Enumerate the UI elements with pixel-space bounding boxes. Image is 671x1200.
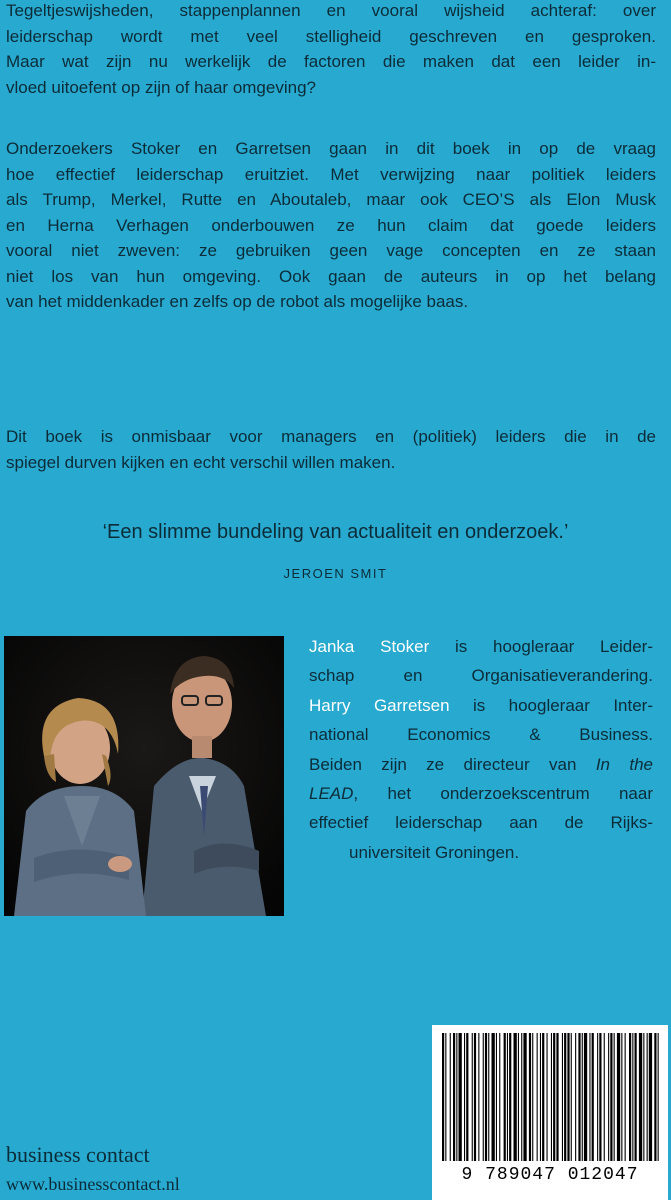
barcode-bar (456, 1033, 457, 1161)
barcode-bar (529, 1033, 531, 1161)
barcode-bar (466, 1033, 468, 1161)
barcode-bar (654, 1033, 656, 1161)
barcode-bar (647, 1033, 648, 1161)
publisher-logo: business contact (6, 1142, 150, 1167)
barcode-bar (532, 1033, 533, 1161)
body-paragraph (6, 136, 656, 315)
body-line: Onderzoekers Stoker en Garretsen gaan in dit boek in op de vraag (6, 139, 656, 158)
barcode-bar (492, 1033, 495, 1161)
body-line: hoe effectief leiderschap eruitziet. Met verwijzing naar politiek leiders (6, 164, 656, 184)
bio-line: effectief leiderschap aan de Rijks- (309, 813, 653, 833)
bio-line: national Economics & Business. (309, 725, 653, 745)
barcode-bar (547, 1033, 548, 1161)
body-line: van het middenkader en zelfs op de robot als mogelijke baas. (6, 292, 469, 311)
barcode-bar (521, 1033, 522, 1161)
barcode-bar (649, 1033, 652, 1161)
barcode-bar (483, 1033, 484, 1161)
intro-paragraph (6, 0, 656, 100)
body-line: niet los van hun omgeving. Ook gaan de auteurs in op het belang (6, 266, 656, 286)
closing-paragraph (6, 424, 656, 475)
barcode-bar (632, 1033, 633, 1161)
barcode-bar (562, 1033, 563, 1161)
barcode-bar (514, 1033, 517, 1161)
barcode-bar (567, 1033, 569, 1161)
barcode-bar (621, 1033, 622, 1161)
barcode-bar (584, 1033, 587, 1161)
barcode-bar (635, 1033, 637, 1161)
isbn-number: 9 789047 012047 (461, 1165, 639, 1185)
barcode-bar (472, 1033, 473, 1161)
barcode-bar (629, 1033, 631, 1161)
barcode-bar (459, 1033, 462, 1161)
barcode-bar (551, 1033, 552, 1161)
barcode-bar (575, 1033, 576, 1161)
barcode-bar (450, 1033, 451, 1161)
bio-line (309, 632, 653, 661)
barcode-bar (639, 1033, 642, 1161)
review-quote: ‘Een slimme bundeling van actualiteit en onderzoek.’ (102, 521, 569, 543)
quote-author: JEROEN SMIT (283, 566, 388, 581)
author2-role: is hoogleraar Inter- (449, 695, 653, 715)
barcode-bar (445, 1033, 446, 1161)
barcode-bar (485, 1033, 487, 1161)
barcode-bar (504, 1033, 506, 1161)
barcode-bar (542, 1033, 544, 1161)
intro-line: vloed uitoefent op zijn of haar omgeving? (6, 77, 316, 97)
barcode-bar (442, 1033, 444, 1161)
barcode-bar (488, 1033, 489, 1161)
barcode-bar (614, 1033, 615, 1161)
bio-text: , het onderzoekscentrum naar (353, 784, 653, 804)
barcode-bar (453, 1033, 455, 1161)
institute-name: In the (595, 754, 653, 774)
barcode-bar (474, 1033, 476, 1161)
barcode-bar (523, 1033, 526, 1161)
publisher-url: www.businesscontact.nl (6, 1174, 180, 1194)
barcode-bar (518, 1033, 519, 1161)
author2-name: Harry Garretsen (309, 695, 450, 715)
barcode-bar (556, 1033, 558, 1161)
authors-photo (4, 636, 284, 916)
barcode-bar (564, 1033, 566, 1161)
bio-line: schap en Organisatieverandering. (309, 666, 653, 686)
author1-name: Janka Stoker (309, 637, 430, 656)
body-line: als Trump, Merkel, Rutte en Aboutaleb, maar ook CEO’S als Elon Musk (6, 190, 656, 209)
barcode-bar (540, 1033, 541, 1161)
bio-line (309, 691, 653, 720)
intro-line: leiderschap wordt met veel stelligheid geschreven en gesproken. (6, 26, 656, 46)
closing-line: spiegel durven kijken en echt verschil willen maken. (6, 452, 396, 472)
body-line: en Herna Verhagen onderbouwen ze hun claim dat goede leiders (6, 215, 656, 235)
bio-line: universiteit Groningen. (349, 842, 520, 862)
barcode-bar (592, 1033, 594, 1161)
barcode-bar (464, 1033, 465, 1161)
closing-line: Dit boek is onmisbaar voor managers en (politiek) leiders die in de (6, 427, 656, 446)
bio-line (309, 750, 653, 779)
body-line: vooral niet zweven: ze gebruiken geen vage concepten en ze staan (6, 241, 656, 260)
barcode (432, 1025, 668, 1200)
barcode-bar (571, 1033, 572, 1161)
barcode-bar (597, 1033, 598, 1161)
barcode-bar (608, 1033, 609, 1161)
barcode-bar (604, 1033, 605, 1161)
barcode-bar (625, 1033, 626, 1161)
barcode-bar (553, 1033, 555, 1161)
barcode-bar (537, 1033, 538, 1161)
barcode-bar (578, 1033, 580, 1161)
bio-line (309, 779, 653, 808)
barcode-bar (599, 1033, 601, 1161)
intro-line: Tegeltjeswijsheden, stappenplannen en vooral wijsheid achteraf: over (6, 1, 656, 20)
barcode-bar (478, 1033, 479, 1161)
bio-text: Beiden zijn ze directeur van (309, 754, 596, 774)
barcode-bar (617, 1033, 620, 1161)
barcode-bar (589, 1033, 590, 1161)
authors-bio (309, 632, 653, 867)
barcode-bar (658, 1033, 659, 1161)
barcode-bar (582, 1033, 583, 1161)
authors-photo-illustration (4, 636, 284, 916)
barcode-bar (643, 1033, 644, 1161)
barcode-bar (610, 1033, 612, 1161)
author1-role: is hoogleraar Leider- (429, 637, 653, 656)
barcode-bar (509, 1033, 511, 1161)
intro-line: Maar wat zijn nu werkelijk de factoren die maken dat een leider in- (6, 52, 656, 71)
institute-name-lead: LEAD (309, 784, 354, 804)
barcode-bar (499, 1033, 500, 1161)
barcode-bar (496, 1033, 497, 1161)
barcode-bar (507, 1033, 508, 1161)
